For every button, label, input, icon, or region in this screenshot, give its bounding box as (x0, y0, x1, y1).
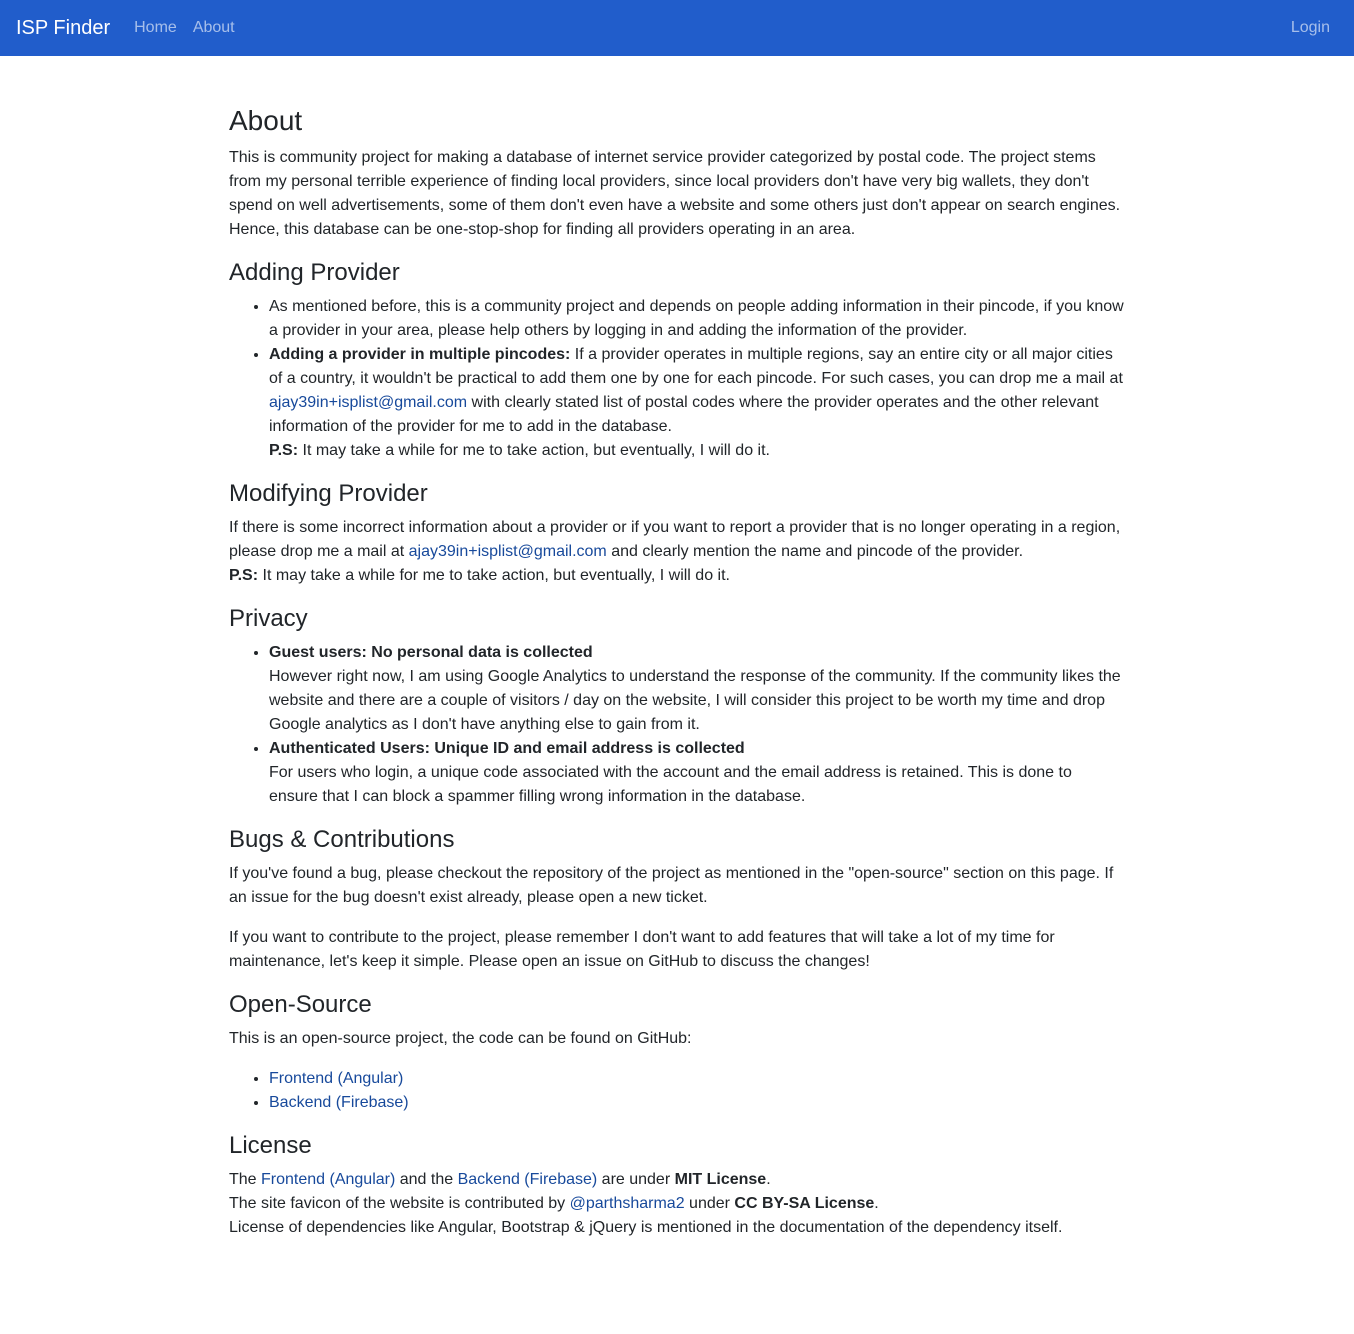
cc-license-label: CC BY-SA License (734, 1195, 875, 1212)
authenticated-users-text: For users who login, a unique code associated with the account and the email address is retained. This is done to ensure that I can block a spammer filling wrong information in the database. (269, 764, 1072, 805)
text: are under (597, 1171, 675, 1188)
list-item (269, 295, 1125, 343)
about-section (229, 104, 1125, 242)
login-link[interactable]: Login (1290, 19, 1330, 36)
frontend-link[interactable]: Frontend (Angular) (261, 1171, 396, 1188)
adding-provider-list (229, 295, 1125, 463)
email-link[interactable]: ajay39in+isplist@gmail.com (408, 543, 607, 560)
adding-provider-section (229, 258, 1125, 463)
license-line-dependencies: License of dependencies like Angular, Bootstrap & jQuery is mentioned in the documentation of the dependency itself. (229, 1219, 1063, 1236)
bugs-section (229, 825, 1125, 974)
license-title: License (229, 1132, 312, 1159)
authenticated-users-label: • Authenticated Users: Unique ID and email address is collected (269, 740, 745, 757)
privacy-title: Privacy (229, 605, 308, 632)
multiple-pincodes-label: Adding a provider in multiple pincodes: (269, 346, 571, 363)
nav-home-link[interactable]: Home (134, 19, 177, 36)
list-item (269, 1067, 1125, 1091)
bugs-title: Bugs & Contributions (229, 826, 455, 853)
privacy-list (229, 641, 1125, 809)
page-title: About (229, 105, 303, 136)
license-line-favicon (229, 1192, 1125, 1216)
list-item (269, 737, 1125, 809)
frontend-repo-link[interactable]: Frontend (Angular) (269, 1070, 404, 1087)
ps-text: It may take a while for me to take action, but eventually, I will do it. (258, 567, 730, 584)
about-text: This is community project for making a database of internet service provider categorized by postal code. The project stems from my personal terrible experience of finding local providers, since local providers don't have very big wallets, they don't spend on well advertisements, some of them don't even have a website and some others just don't appear on search engines. Hence, this database can be one-stop-shop for finding all providers operating in an area. (229, 149, 1121, 238)
email-link[interactable]: ajay39in+isplist@gmail.com (269, 394, 468, 411)
text: The site favicon of the website is contributed by (229, 1195, 570, 1212)
modifying-provider-title: Modifying Provider (229, 480, 428, 507)
list-item (269, 343, 1125, 463)
nav-about-link[interactable]: About (192, 19, 235, 36)
modifying-text-end: and clearly mention the name and pincode of the provider. (606, 543, 1024, 560)
text: and the (395, 1171, 458, 1188)
multiple-pincodes-text: If a provider operates in multiple regions, say an entire city or all major cities of a country, it wouldn't be practical to add them one by one for each pincode. For such cases, you can drop me a mail at (269, 346, 1123, 387)
ps-text: It may take a while for me to take action, but eventually, I will do it. (298, 442, 770, 459)
ps-line (269, 439, 1125, 463)
guest-users-text: However right now, I am using Google Analytics to understand the response of the community. If the community likes the website and there are a couple of visitors / day on the website, I will consider this project to be worth my time and drop Google analytics as I don't have anything else to gain from it. (269, 668, 1121, 733)
repo-list (229, 1067, 1125, 1115)
license-text (229, 1168, 1125, 1240)
backend-link[interactable]: Backend (Firebase) (457, 1171, 598, 1188)
ps-label: P.S: (229, 567, 259, 584)
text: . (766, 1171, 771, 1188)
text: under (684, 1195, 735, 1212)
adding-provider-title: Adding Provider (229, 259, 400, 286)
privacy-section (229, 604, 1125, 809)
list-item (269, 1091, 1125, 1115)
list-item (269, 641, 1125, 737)
license-line-code (229, 1168, 1125, 1192)
main-content (229, 56, 1125, 1240)
open-source-title: Open-Source (229, 991, 372, 1018)
multiple-pincodes-text-end: with clearly stated list of postal codes where the provider operates and the other relevant information of the provider for me to add in the database. (269, 394, 1099, 435)
modifying-provider-section (229, 479, 1125, 588)
guest-users-label: • Guest users: No personal data is collected (269, 644, 593, 661)
text: . (874, 1195, 879, 1212)
adding-item-text: As mentioned before, this is a community project and depends on people adding information in their pincode, if you know a provider in your area, please help others by logging in and adding the information of the provider. (269, 298, 1124, 339)
mit-license-label: MIT License (674, 1171, 767, 1188)
text: The (229, 1171, 262, 1188)
license-section (229, 1131, 1125, 1240)
brand-link[interactable]: ISP Finder (16, 17, 111, 39)
open-source-section (229, 990, 1125, 1115)
author-link[interactable]: @parthsharma2 (569, 1195, 685, 1212)
navbar (0, 0, 1354, 56)
backend-repo-link[interactable]: Backend (Firebase) (269, 1094, 409, 1111)
ps-label: P.S: (269, 442, 299, 459)
open-source-text: This is an open-source project, the code can be found on GitHub: (229, 1030, 692, 1047)
bugs-text: If you've found a bug, please checkout the repository of the project as mentioned in the "open-source" section on this page. If an issue for the bug doesn't exist already, please open a new ticket. (229, 865, 1114, 906)
modifying-text (229, 516, 1125, 588)
contributions-text: If you want to contribute to the project, please remember I don't want to add features that will take a lot of my time for maintenance, let's keep it simple. Please open an issue on GitHub to discuss the changes! (229, 929, 1055, 970)
ps-line (229, 564, 1125, 588)
modifying-text-start: If there is some incorrect information about a provider or if you want to report a provider that is no longer operating in a region, please drop me a mail at (229, 519, 1121, 560)
